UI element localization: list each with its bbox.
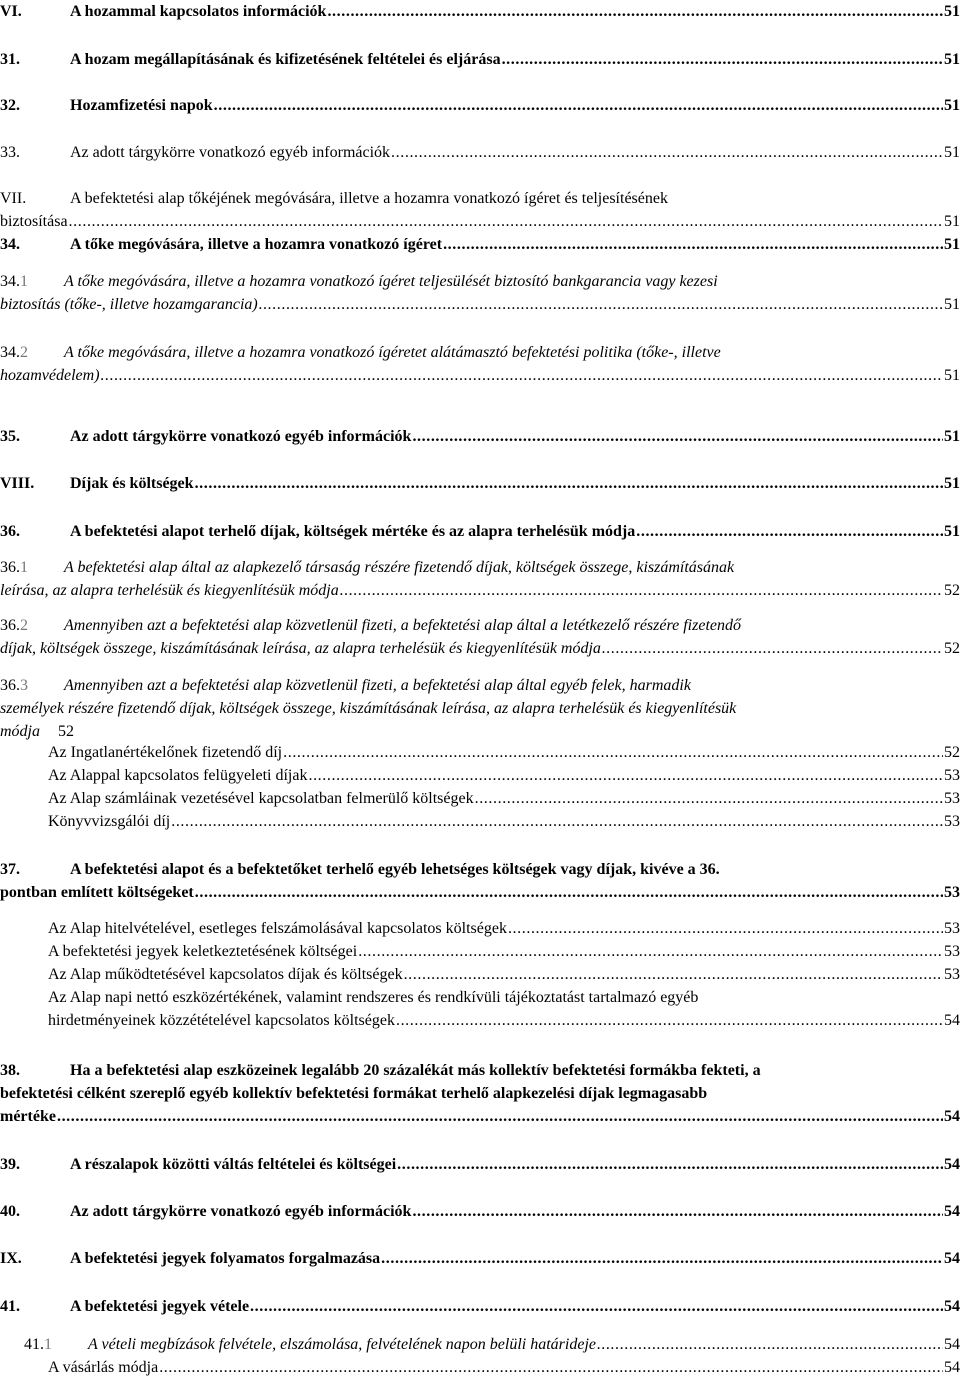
page-number: 51: [944, 51, 960, 68]
toc-number: 36.: [0, 523, 20, 540]
toc-entry[interactable]: [0, 917, 960, 940]
toc-number: 35.: [0, 428, 20, 445]
toc-title-line: díjak, költségek összege, kiszámításának leírása, az alapra terhelésük és kiegyenlítésük módja: [0, 640, 601, 657]
toc-number: 34.1: [0, 273, 28, 290]
toc-number: 40.: [0, 1203, 20, 1220]
toc-title: Díjak és költségek: [70, 475, 194, 492]
toc-title: Az adott tárgykörre vonatkozó egyéb információk: [70, 428, 412, 445]
toc-entry[interactable]: [0, 741, 960, 764]
toc-entry[interactable]: [0, 1200, 960, 1223]
toc-entry[interactable]: [0, 674, 960, 743]
dot-leader: [327, 0, 943, 23]
toc-title-line: A befektetési alapot és a befektetőket terhelő egyéb lehetséges költségek vagy díjak, kivéve a 36.: [70, 861, 720, 878]
dot-leader: [195, 881, 943, 904]
dot-leader: [381, 1247, 943, 1270]
dot-leader: [502, 48, 943, 71]
dot-leader: [171, 810, 943, 833]
toc-title-line: pontban említett költségeket: [0, 884, 194, 901]
toc-number: 31.: [0, 51, 20, 68]
toc-number: 34.2: [0, 344, 28, 361]
toc-title-line: hirdetményeinek közzétételével kapcsolatos költségek: [48, 1012, 395, 1029]
page-number: 51: [944, 236, 960, 253]
page-number: 52: [944, 582, 960, 599]
dot-leader: [195, 472, 943, 495]
toc-entry[interactable]: [0, 1153, 960, 1176]
toc-number: 34.: [0, 236, 20, 253]
toc-title-line: hozamvédelem): [0, 367, 100, 384]
page-number: 51: [944, 475, 960, 492]
toc-number: VII.: [0, 190, 27, 207]
toc-entry[interactable]: [0, 764, 960, 787]
toc-entry[interactable]: [0, 858, 960, 904]
toc-title-line: A befektetési alap tőkéjének megóvására, illetve a hozamra vonatkozó ígéret és teljesítésének: [70, 190, 668, 207]
toc-title-line: személyek részére fizetendő díjak, költségek összege, kiszámításának leírása, az alapra terhelésük és kiegyenlítésük: [0, 700, 737, 717]
toc-entry[interactable]: [0, 48, 960, 71]
dot-leader: [57, 1105, 943, 1128]
dot-leader: [159, 1356, 943, 1379]
toc-entry[interactable]: [0, 425, 960, 448]
page-number: 51: [944, 3, 960, 20]
page-number: 53: [944, 884, 960, 901]
toc-number: VI.: [0, 3, 22, 20]
toc-entry[interactable]: [0, 556, 960, 602]
dot-leader: [259, 293, 943, 316]
toc-entry[interactable]: [0, 963, 960, 986]
toc-title-line: befektetési célként szereplő egyéb kollektív befektetési formákat terhelő alapkezelési díjak legmagasabb: [0, 1085, 708, 1102]
toc-entry[interactable]: [0, 986, 960, 1032]
dot-leader: [101, 364, 943, 387]
toc-number: 33.: [0, 144, 20, 161]
dot-leader: [283, 741, 943, 764]
toc-title: Az Ingatlanértékelőnek fizetendő díj: [48, 744, 283, 761]
dot-leader: [358, 940, 943, 963]
toc-title: A befektetési jegyek vétele: [70, 1298, 250, 1315]
toc-title-line: mértéke: [0, 1108, 56, 1125]
toc-number: 38.: [0, 1062, 20, 1079]
toc-number: IX.: [0, 1250, 22, 1267]
dot-leader: [396, 1009, 943, 1032]
dot-leader: [508, 917, 943, 940]
toc-title-line: biztosítása: [0, 213, 68, 230]
page-number: 51: [944, 97, 960, 114]
page-number: 53: [944, 813, 960, 830]
page-number: 51: [944, 144, 960, 161]
toc-entry[interactable]: [0, 187, 960, 233]
page-number: 51: [944, 523, 960, 540]
page-number: 54: [944, 1012, 960, 1029]
toc-title: A vásárlás módja: [48, 1359, 159, 1376]
toc-title-line: leírása, az alapra terhelésük és kiegyenlítésük módja: [0, 582, 339, 599]
toc-title-line: A tőke megóvására, illetve a hozamra vonatkozó ígéretet alátámasztó befektetési politika (tőke-, illetve: [64, 344, 721, 361]
toc-title: A részalapok közötti váltás feltételei és költségei: [70, 1156, 397, 1173]
toc-entry[interactable]: [0, 1356, 960, 1379]
toc-title-line: A befektetési alap által az alapkezelő társaság részére fizetendő díjak, költségek összege, kiszámításának: [64, 559, 735, 576]
toc-title-line: Amennyiben azt a befektetési alap közvetlenül fizeti, a befektetési alap által egyéb felek, harmadik: [64, 677, 691, 694]
dot-leader: [412, 1200, 943, 1223]
page-number: 51: [944, 367, 960, 384]
dot-leader: [69, 210, 943, 233]
page-number: 54: [944, 1250, 960, 1267]
toc-title-line: A tőke megóvására, illetve a hozamra vonatkozó ígéret teljesülését biztosító bankgarancia vagy kezesi: [64, 273, 718, 290]
page-number: 52: [944, 640, 960, 657]
toc-number: 37.: [0, 861, 20, 878]
toc-number: VIII.: [0, 475, 35, 492]
toc-title: Az adott tárgykörre vonatkozó egyéb információk: [70, 1203, 412, 1220]
toc-entry[interactable]: [0, 520, 960, 543]
toc-entry[interactable]: [0, 472, 960, 495]
toc-entry[interactable]: [0, 940, 960, 963]
toc-title-line: módja: [0, 723, 40, 740]
page-number: 54: [944, 1298, 960, 1315]
page-number: 53: [944, 920, 960, 937]
toc-number: 41.1: [24, 1336, 52, 1353]
toc-entry[interactable]: [0, 1333, 960, 1356]
toc-title: Az Alap működtetésével kapcsolatos díjak és költségek: [48, 966, 403, 983]
toc-entry[interactable]: [0, 1295, 960, 1318]
page-number: 51: [944, 428, 960, 445]
dot-leader: [597, 1333, 943, 1356]
toc-title: Az Alappal kapcsolatos felügyeleti díjak: [48, 767, 308, 784]
page-number: 53: [944, 943, 960, 960]
toc-entry[interactable]: [0, 0, 960, 23]
dot-leader: [214, 94, 943, 117]
page-number: 53: [944, 966, 960, 983]
toc-number: 36.2: [0, 617, 28, 634]
dot-leader: [636, 520, 943, 543]
page-number: 51: [944, 296, 960, 313]
dot-leader: [475, 787, 943, 810]
toc-title: A hozammal kapcsolatos információk: [70, 3, 327, 20]
toc-title-line: Az Alap napi nettó eszközértékének, valamint rendszeres és rendkívüli tájékoztatást tartalmazó egyéb: [48, 989, 699, 1006]
toc-entry[interactable]: [0, 1059, 960, 1128]
page-number: 54: [944, 1203, 960, 1220]
toc-entry[interactable]: [0, 1247, 960, 1270]
page-number: 54: [944, 1359, 960, 1376]
dot-leader: [308, 764, 943, 787]
page-number: 51: [944, 213, 960, 230]
page-number: 52: [944, 744, 960, 761]
toc-title-line: Ha a befektetési alap eszközeinek legalább 20 százalékát más kollektív befektetési formákba fekteti, a: [70, 1062, 761, 1079]
toc-entry[interactable]: [0, 233, 960, 256]
toc-entry[interactable]: [0, 341, 960, 387]
toc-title: A tőke megóvására, illetve a hozamra vonatkozó ígéret: [70, 236, 443, 253]
toc-title: A vételi megbízások felvétele, elszámolása, felvételének napon belüli határideje: [88, 1336, 596, 1353]
toc-title: Az adott tárgykörre vonatkozó egyéb információk: [70, 144, 391, 161]
toc-entry[interactable]: [0, 787, 960, 810]
page-number: 53: [944, 767, 960, 784]
page-number: 54: [944, 1108, 960, 1125]
toc-title: Az Alap számláinak vezetésével kapcsolatban felmerülő költségek: [48, 790, 474, 807]
toc-title: Hozamfizetési napok: [70, 97, 213, 114]
toc-number: 36.3: [0, 677, 28, 694]
toc-title-line: Amennyiben azt a befektetési alap közvetlenül fizeti, a befektetési alap által a letétkezelő részére fizetendő: [64, 617, 741, 634]
toc-title: Könyvvizsgálói díj: [48, 813, 171, 830]
toc-title: Az Alap hitelvételével, esetleges felszámolásával kapcsolatos költségek: [48, 920, 507, 937]
toc-title: A befektetési jegyek folyamatos forgalmazása: [70, 1250, 381, 1267]
toc-title-line: biztosítás (tőke-, illetve hozamgarancia): [0, 296, 258, 313]
toc-title: A hozam megállapításának és kifizetésének feltételei és eljárása: [70, 51, 501, 68]
toc-entry[interactable]: [0, 810, 960, 833]
toc-entry[interactable]: [0, 141, 960, 164]
toc-number: 41.: [0, 1298, 20, 1315]
toc-number: 32.: [0, 97, 20, 114]
toc-number: 39.: [0, 1156, 20, 1173]
toc-number: 36.1: [0, 559, 28, 576]
dot-leader: [391, 141, 943, 164]
dot-leader: [602, 637, 943, 660]
dot-leader: [443, 233, 943, 256]
toc-entry[interactable]: [0, 270, 960, 316]
page-number: 54: [944, 1156, 960, 1173]
toc-entry[interactable]: [0, 94, 960, 117]
page-number: 54: [944, 1336, 960, 1353]
dot-leader: [404, 963, 943, 986]
dot-leader: [340, 579, 943, 602]
toc-title: A befektetési jegyek keletkeztetésének költségei: [48, 943, 358, 960]
dot-leader: [250, 1295, 943, 1318]
toc-entry[interactable]: [0, 614, 960, 660]
toc-title: A befektetési alapot terhelő díjak, költségek mértéke és az alapra terhelésük módja: [70, 523, 636, 540]
page-number: 52: [58, 723, 74, 740]
page-number: 53: [944, 790, 960, 807]
dot-leader: [412, 425, 943, 448]
dot-leader: [397, 1153, 943, 1176]
